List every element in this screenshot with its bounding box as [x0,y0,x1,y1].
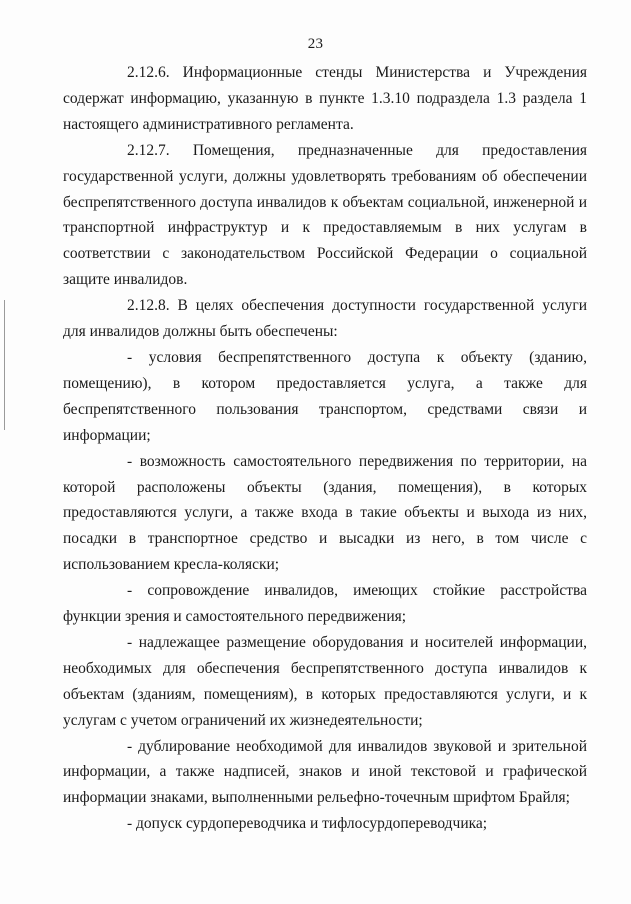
list-item-equipment-placement: - надлежащее размещение оборудования и носителей информации, необходимых для обеспечения беспрепятственного доступа инвалидов к объектам (зданиям, помещениям), в которых предоставляются услуги, и к услугам с учетом ограничений их жизнедеятельности; [63,633,587,729]
list-item-sign-interpreter: - допуск сурдопереводчика и тифлосурдопереводчика; [127,815,488,833]
paragraph-2-12-6: 2.12.6. Информационные стенды Министерства и Учреждения содержат информацию, указанную в пункте 1.3.10 подраздела 1.3 раздела 1 настоящего административного регламента. [63,64,587,133]
list-item-independent-movement: - возможность самостоятельного передвижения по территории, на которой расположены объекты (здания, помещения), в которых предоставляются услуги, а также входа в такие объекты и выхода из них, посадки в транспортное средство и высадки из него, в том числе с использованием кресла-коляски; [63,452,587,574]
paragraph-2-12-7: 2.12.7. Помещения, предназначенные для предоставления государственной услуги, должны удовлетворять требованиям об обеспечении беспрепятственного доступа инвалидов к объектам социальной, инженерной и транспортной инфраструктур и к предоставляемым в них услугам в соответствии с законодательством Российской Федерации о социальной защите инвалидов. [63,141,587,289]
list-item-access-conditions: - условия беспрепятственного доступа к объекту (зданию, помещению), в котором предоставляется услуга, а также для беспрепятственного пользования транспортом, средствами связи и информации; [63,348,587,444]
list-item-escort: - сопровождение инвалидов, имеющих стойкие расстройства функции зрения и самостоятельного передвижения; [63,582,587,626]
page-number: 23 [307,36,324,52]
paragraph-2-12-8: 2.12.8. В целях обеспечения доступности государственной услуги для инвалидов должны быть обеспечены: [63,297,587,341]
document-body [63,60,587,837]
list-item-duplication-braille: - дублирование необходимой для инвалидов звуковой и зрительной информации, а также надписей, знаков и иной текстовой и графической информации знаками, выполненными рельефно-точечным шрифтом Брайля; [63,737,587,807]
scan-edge-line [4,300,5,430]
